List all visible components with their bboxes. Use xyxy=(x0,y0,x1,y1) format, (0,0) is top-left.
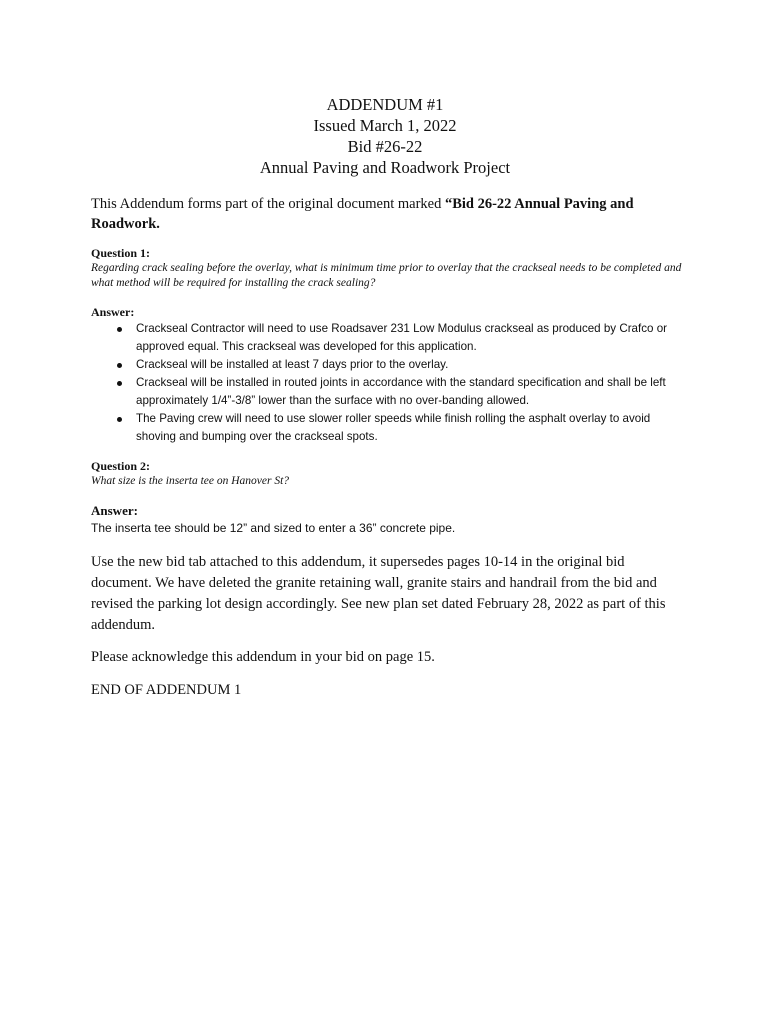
answer-2-label: Answer: xyxy=(91,503,138,518)
list-item xyxy=(91,410,691,446)
intro-text: This Addendum forms part of the original document marked xyxy=(91,196,445,212)
acknowledge-paragraph: Please acknowledge this addendum in your bid on page 15. xyxy=(91,649,435,665)
bid-number: Bid #26-22 xyxy=(347,137,423,156)
intro-paragraph xyxy=(91,194,681,234)
bullet-text: The Paving crew will need to use slower roller speeds while finish rolling the asphalt overlay to avoid shoving and bumping over the crackseal spots. xyxy=(136,412,651,443)
question-2-text: What size is the inserta tee on Hanover St? xyxy=(91,475,290,487)
question-1-text: Regarding crack sealing before the overlay, what is minimum time prior to overlay that the crackseal needs to be completed and what method will be required for installing the crack sealing? xyxy=(91,262,682,289)
project-title: Annual Paving and Roadwork Project xyxy=(259,158,511,177)
list-item xyxy=(91,356,691,374)
bullet-icon xyxy=(117,327,122,332)
question-1-label: Question 1: xyxy=(91,246,151,260)
addendum-title: ADDENDUM #1 xyxy=(326,95,444,114)
list-item xyxy=(91,374,691,410)
question-2-label: Question 2: xyxy=(91,459,151,473)
intro-bold-reference: “Bid 26-22 Annual Paving and Roadwork. xyxy=(91,196,634,232)
bid-tab-paragraph: Use the new bid tab attached to this addendum, it supersedes pages 10-14 in the original bid document. We have deleted the granite retaining wall, granite stairs and handrail from the bid and revised the parking lot design accordingly. See new plan set dated February 28, 2022 as part of this addendum. xyxy=(91,554,666,633)
answer-2-text: The inserta tee should be 12” and sized to enter a 36” concrete pipe. xyxy=(91,521,456,535)
answer-1-label: Answer: xyxy=(91,305,135,319)
bullet-icon xyxy=(117,363,122,368)
issue-date: Issued March 1, 2022 xyxy=(313,116,457,135)
bullet-icon xyxy=(117,417,122,422)
addendum-header xyxy=(0,94,770,178)
bullet-icon xyxy=(117,381,122,386)
list-item xyxy=(91,320,691,356)
bullet-text: Crackseal will be installed at least 7 days prior to the overlay. xyxy=(136,358,449,371)
answer-1-bullet-list xyxy=(91,320,691,446)
bullet-text: Crackseal will be installed in routed joints in accordance with the standard specification and shall be left approximately 1/4”-3/8” lower than the surface with no over-banding allowed. xyxy=(136,376,666,407)
bullet-text: Crackseal Contractor will need to use Roadsaver 231 Low Modulus crackseal as produced by Crafco or approved equal. This crackseal was developed for this application. xyxy=(136,322,667,353)
end-of-addendum: END OF ADDENDUM 1 xyxy=(91,682,242,698)
